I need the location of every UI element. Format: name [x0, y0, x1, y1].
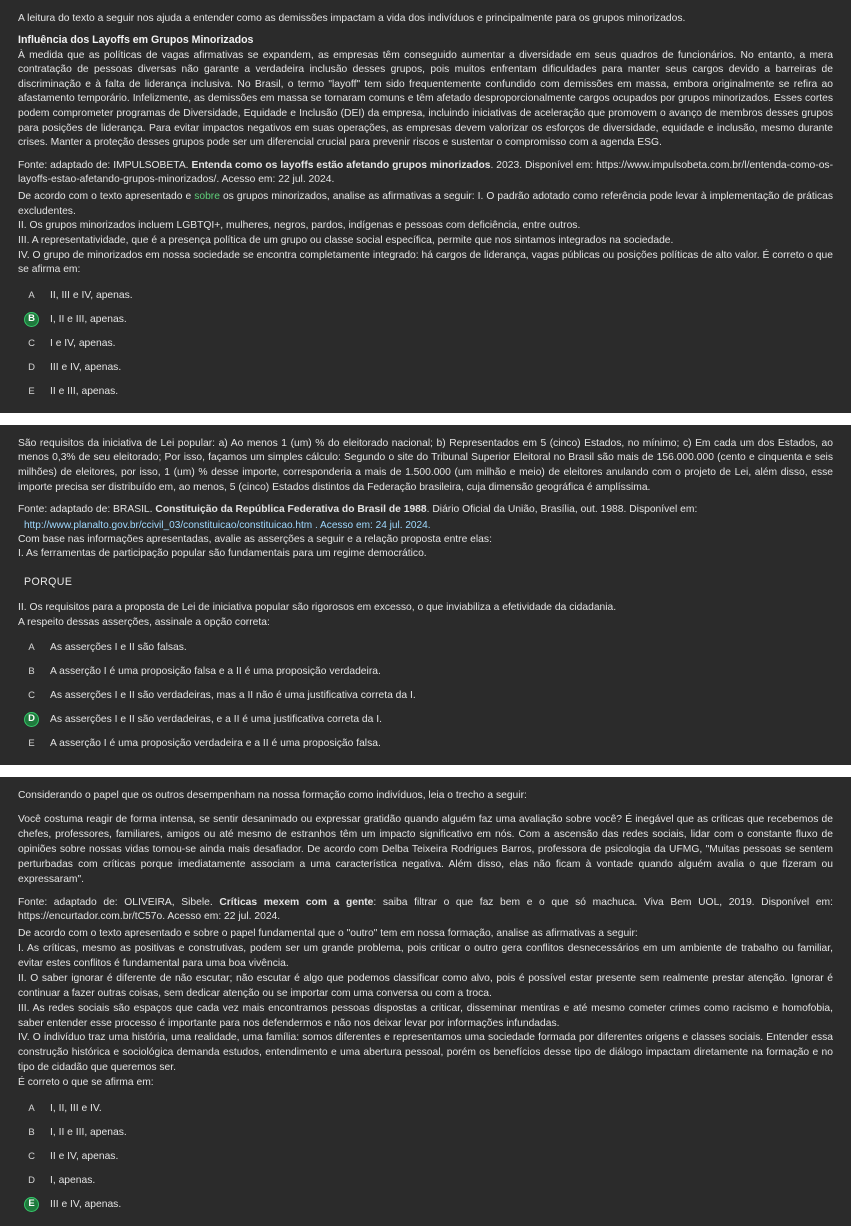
question-card-2	[0, 425, 851, 765]
question-1-item-3: III. A representatividade, que é a presença política de um grupo ou classe social específica, permite que nos sintamos integrados na sociedade.	[18, 234, 674, 246]
question-card-1	[0, 0, 851, 413]
option-a-letter: A	[28, 642, 35, 654]
question-1-item-4: IV. O grupo de minorizados em nossa sociedade se encontra completamente integrado: há cargos de liderança, vagas públicas ou posições políticas de alto valor. É correto o que se afirma em:	[18, 249, 833, 276]
question-2-options	[18, 640, 833, 751]
option-a[interactable]	[18, 1101, 833, 1116]
option-a[interactable]	[18, 288, 833, 303]
option-b[interactable]	[18, 664, 833, 679]
option-e-letter: E	[28, 385, 35, 397]
option-e-label: III e IV, apenas.	[50, 1199, 122, 1211]
option-b-label: I, II e III, apenas.	[50, 1127, 127, 1139]
option-d[interactable]	[18, 1173, 833, 1188]
option-a[interactable]	[18, 640, 833, 655]
option-b-letter: B	[28, 1127, 35, 1139]
question-2-assertion-1: I. As ferramentas de participação popular são fundamentais para um regime democrático.	[18, 548, 427, 560]
question-2-source-title: Constituição da República Federativa do Brasil de 1988	[155, 504, 427, 516]
question-1-intro: A leitura do texto a seguir nos ajuda a entender como as demissões impactam a vida dos indivíduos e principalmente para os grupos minorizados.	[18, 13, 686, 24]
question-3-options	[18, 1101, 833, 1212]
question-1-source-rest: . 2023. Disponível em: https://www.impulsobeta.com.br/l/entenda-como-os-layoffs-estao-afetando-grupos-minorizados/. Acesso em: 22 jul. 2024.	[18, 159, 834, 186]
question-3-body: Você costuma reagir de forma intensa, se sentir desanimado ou expressar gratidão quando alguém faz uma avaliação sobre você? É inegável que as críticas que recebemos de chefes, professores, familiares, amigos ou até mesmo de estranhos têm um impacto significativo em nós. Com a ascensão das redes sociais, lidar com o constante fluxo de opiniões sobre nossas vidas tornou-se ainda mais desafiador. De acordo com Delba Teixeira Rodrigues Barros, professora de psicologia da UFMG, "Muitas pessoas se sentem perturbadas com críticas porque imediatamente associam a uma característica negativa. Além disso, elas não ficam à vontade quando alguém avalia o que fizeram ou expressaram".	[18, 814, 833, 885]
option-e[interactable]	[18, 736, 833, 751]
option-e[interactable]	[18, 384, 833, 399]
option-a-letter: A	[28, 289, 35, 301]
question-2-source-rest: . Diário Oficial da União, Brasília, out. 1988. Disponível em:	[426, 504, 698, 516]
question-2-prompt: Com base nas informações apresentadas, avalie as asserções a seguir e a relação proposta entre elas:	[18, 533, 492, 545]
question-2-source-prefix: Fonte: adaptado de: BRASIL.	[18, 504, 156, 516]
option-e-letter: E	[24, 1197, 39, 1212]
option-d-letter: D	[24, 712, 39, 727]
option-b[interactable]	[18, 1125, 833, 1140]
question-3-item-2: II. O saber ignorar é diferente de não escutar; não escutar é algo que podemos classificar como alvo, pois é possível estar presente sem realmente prestar atenção. Ignorar é continuar a fazer outras coisas, sem dedicar atenção ou se importar com uma conversa ou com a troca.	[18, 972, 833, 999]
question-2-connector: PORQUE	[24, 576, 73, 589]
option-a-letter: A	[28, 1103, 35, 1115]
question-3-source-title: Críticas mexem com a gente	[219, 896, 374, 908]
question-3-item-4: IV. O indivíduo traz uma história, uma realidade, uma família: somos diferentes e representamos uma sociedade formada por diferentes origens e classes sociais. Entender essa construção histórica e sociológica demanda estudos, entendimento e uma abertura pessoal, porém os benefícios desse tipo de diálogo impactam diretamente na formação e no tipo de cidadão que queremos ser.	[18, 1032, 833, 1074]
option-b-letter: B	[28, 666, 35, 678]
option-d-label: As asserções I e II são verdadeiras, e a II é uma justificativa correta da I.	[50, 714, 382, 726]
question-1-item-2: II. Os grupos minorizados incluem LGBTQI+, mulheres, negros, pardos, indígenas e pessoas com deficiência, entre outros.	[18, 220, 581, 232]
question-1-heading: Influência dos Layoffs em Grupos Minorizados	[18, 33, 254, 46]
option-d[interactable]	[18, 712, 833, 727]
option-b[interactable]	[18, 312, 833, 327]
option-e[interactable]	[18, 1197, 833, 1212]
option-e-label: A asserção I é uma proposição verdadeira e a II é uma proposição falsa.	[50, 738, 381, 750]
question-3-item-3: III. As redes sociais são espaços que cada vez mais encontramos pessoas dispostas a criticar, disseminar mentiras e até mesmo cometer crimes como racismo e homofobia, saber entender esse processo é importante para nos defendermos e não nos deixar levar por informações infundadas.	[18, 1002, 833, 1029]
option-e-label: II e III, apenas.	[50, 385, 119, 397]
option-b-label: A asserção I é uma proposição falsa e a II é uma proposição verdadeira.	[50, 666, 381, 678]
question-1-source-title: Entenda como os layoffs estão afetando grupos minorizados	[191, 159, 491, 171]
option-e-letter: E	[28, 738, 35, 750]
option-c-label: II e IV, apenas.	[50, 1151, 119, 1163]
option-d[interactable]	[18, 360, 833, 375]
question-1-source-prefix: Fonte: adaptado de: IMPULSOBETA.	[18, 159, 192, 171]
question-2-body: São requisitos da iniciativa de Lei popular: a) Ao menos 1 (um) % do eleitorado nacional; b) Representados em 5 (cinco) Estados, no mínimo; c) Em cada um dos Estados, ao menos 0,3% de seu eleitorado; Por isso, façamos um simples cálculo: Segundo o site do Tribunal Superior Eleitoral no Brasil são mais de 156.000.000 (cento e cinquenta e seis milhões) de eleitores, por isso, 1 (um) % desse importe, corresponderia a mais de 1.500.000 (um milhão e meio) de eleitores anulando com o projeto de Lei, além disso, esse importe precisa ser distribuído em, ao menos, 5 (cinco) Estados distintos da Federação brasileira, cuja dimensão geográfica é amplíssima.	[18, 437, 833, 493]
question-1-prompt	[18, 190, 833, 219]
option-d-label: I, apenas.	[50, 1175, 96, 1187]
question-1-options	[18, 288, 833, 399]
question-1-source	[18, 159, 833, 188]
option-d-label: III e IV, apenas.	[50, 361, 122, 373]
option-d-letter: D	[28, 1175, 35, 1187]
question-3-item-1: I. As críticas, mesmo as positivas e construtivas, podem ser um grande problema, pois criticar o outro gera conflitos desnecessários em um ambiente de trabalho ou familiar, evitar estes conflitos é fundamental para uma boa vivência.	[18, 942, 833, 969]
option-b-label: I, II e III, apenas.	[50, 313, 127, 325]
question-3-source	[18, 896, 833, 925]
question-2-assertion-2: II. Os requisitos para a proposta de Lei de iniciativa popular são rigorosos em excesso, o que inviabiliza a efetividade da cidadania.	[18, 602, 617, 614]
option-c[interactable]	[18, 336, 833, 351]
question-1-body: À medida que as políticas de vagas afirmativas se expandem, as empresas têm conseguido aumentar a diversidade em seus quadros de funcionários. No entanto, a mera contratação de pessoas diversas não garante a verdadeira inclusão desses grupos, pois muitos enfrentam dificuldades para manter seus cargos devido a barreiras de discriminação e à falta de liderança inclusiva. No Brasil, o termo "layoff" tem sido frequentemente confundido com demissões em massa, embora originalmente se refira ao afastamento temporário. Infelizmente, as demissões em massa se tornaram comuns e têm afetado desproporcionalmente cargos ocupados por grupos minorizados. Esses cortes podem comprometer programas de Diversidade, Equidade e Inclusão (DEI) da empresa, incluindo iniciativas de aceleração que promovem o avanço de membros desses grupos para posições de liderança. Para evitar impactos negativos em suas operações, as empresas devem valorizar os esforços de diversidade, equidade e inclusão, mesmo durante crises. Manter a proteção desses grupos pode ser um diferencial crucial para prevenir riscos e sustentar o compromisso com a agenda ESG.	[18, 49, 833, 149]
question-2-source	[18, 503, 833, 518]
option-b-letter: B	[24, 312, 39, 327]
option-a-label: I, II, III e IV.	[50, 1103, 102, 1115]
option-d-letter: D	[28, 361, 35, 373]
card-divider-1	[0, 413, 851, 425]
question-3-closing: É correto o que se afirma em:	[18, 1077, 154, 1089]
question-3-source-rest: : saiba filtrar o que faz bem e o que só machuca. Viva Bem UOL, 2019. Disponível em: https://encurtador.com.br/tC57o. Acesso em: 22 jul. 2024.	[18, 896, 833, 923]
option-c[interactable]	[18, 1149, 833, 1164]
option-c-label: I e IV, apenas.	[50, 337, 116, 349]
question-3-source-prefix: Fonte: adaptado de: OLIVEIRA, Sibele.	[18, 896, 220, 908]
option-a-label: II, III e IV, apenas.	[50, 289, 133, 301]
question-2-source-link[interactable]: http://www.planalto.gov.br/ccivil_03/constituicao/constituicao.htm . Acesso em: 24 jul. 2024.	[24, 519, 431, 531]
question-3-intro: Considerando o papel que os outros desempenham na nossa formação como indivíduos, leia o trecho a seguir:	[18, 790, 527, 802]
question-card-3	[0, 777, 851, 1226]
question-1-prompt-post: os grupos minorizados, analise as afirmativas a seguir: I. O padrão adotado como referência pode levar à implementação de práticas excludentes.	[18, 191, 834, 217]
question-3-prompt: De acordo com o texto apresentado e sobre o papel fundamental que o "outro" tem em nossa formação, analise as afirmativas a seguir:	[18, 927, 638, 939]
question-1-prompt-pre: De acordo com o texto apresentado e	[18, 191, 195, 203]
option-c[interactable]	[18, 688, 833, 703]
option-a-label: As asserções I e II são falsas.	[50, 642, 187, 654]
question-2-closing: A respeito dessas asserções, assinale a opção correta:	[18, 616, 270, 628]
option-c-letter: C	[28, 690, 35, 702]
card-divider-2	[0, 765, 851, 777]
question-1-prompt-highlight: sobre	[194, 191, 220, 203]
option-c-letter: C	[28, 337, 35, 349]
option-c-label: As asserções I e II são verdadeiras, mas a II não é uma justificativa correta da I.	[50, 690, 416, 702]
option-c-letter: C	[28, 1151, 35, 1163]
